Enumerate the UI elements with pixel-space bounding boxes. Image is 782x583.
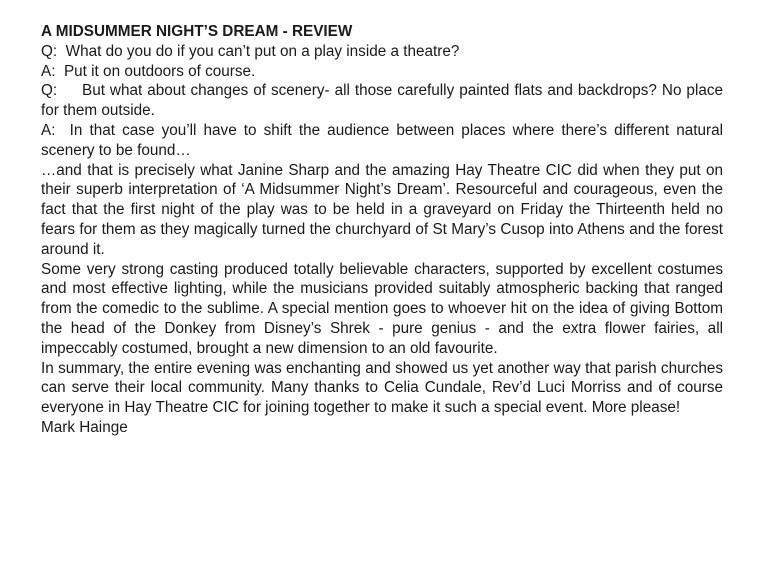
- question-1: [41, 42, 723, 62]
- answer-1: [41, 62, 723, 82]
- answer-text: In that case you’ll have to shift the audience between places where there’s different natural scenery to be found…: [41, 121, 724, 159]
- answer-text: Put it on outdoors of course.: [63, 62, 256, 80]
- answer-label: A:: [41, 62, 56, 80]
- question-label: Q:: [41, 82, 58, 100]
- author-signature: Mark Hainge: [41, 418, 128, 436]
- question-2: [41, 81, 723, 121]
- question-text: What do you do if you can’t put on a play inside a theatre?: [65, 42, 460, 60]
- question-text: But what about changes of scenery- all those carefully painted flats and backdrops? No place for them outside.: [41, 82, 724, 120]
- review-paragraph-3: In summary, the entire evening was enchanting and showed us yet another way that parish churches can serve their local community. Many thanks to Celia Cundale, Rev’d Luci Morriss and of course everyone in Hay Theatre CIC for joining together to make it such a special event. More please!: [41, 359, 723, 417]
- review-paragraph-2: Some very strong casting produced totally believable characters, supported by excellent costumes and most effective lighting, while the musicians provided suitably atmospheric backing that ranged from the comedic to the sublime. A special mention goes to whoever hit on the idea of giving Bottom the head of the Donkey from Disney’s Shrek - pure genius - and the extra flower fairies, all impeccably costumed, brought a new dimension to an old favourite.: [41, 260, 723, 357]
- question-label: Q:: [41, 42, 58, 60]
- review-title: A MIDSUMMER NIGHT’S DREAM - REVIEW: [41, 23, 353, 40]
- answer-2: [41, 121, 723, 161]
- review-document: [41, 22, 723, 438]
- review-paragraph-1: …and that is precisely what Janine Sharp and the amazing Hay Theatre CIC did when they put on their superb interpretation of ‘A Midsummer Night’s Dream’. Resourceful and courageous, even the fact that the first night of the play was to be held in a graveyard on Friday the Thirteenth held no fears for them as they magically turned the churchyard of St Mary’s Cusop into Athens and the forest around it.: [41, 161, 723, 258]
- answer-label: A:: [41, 121, 56, 139]
